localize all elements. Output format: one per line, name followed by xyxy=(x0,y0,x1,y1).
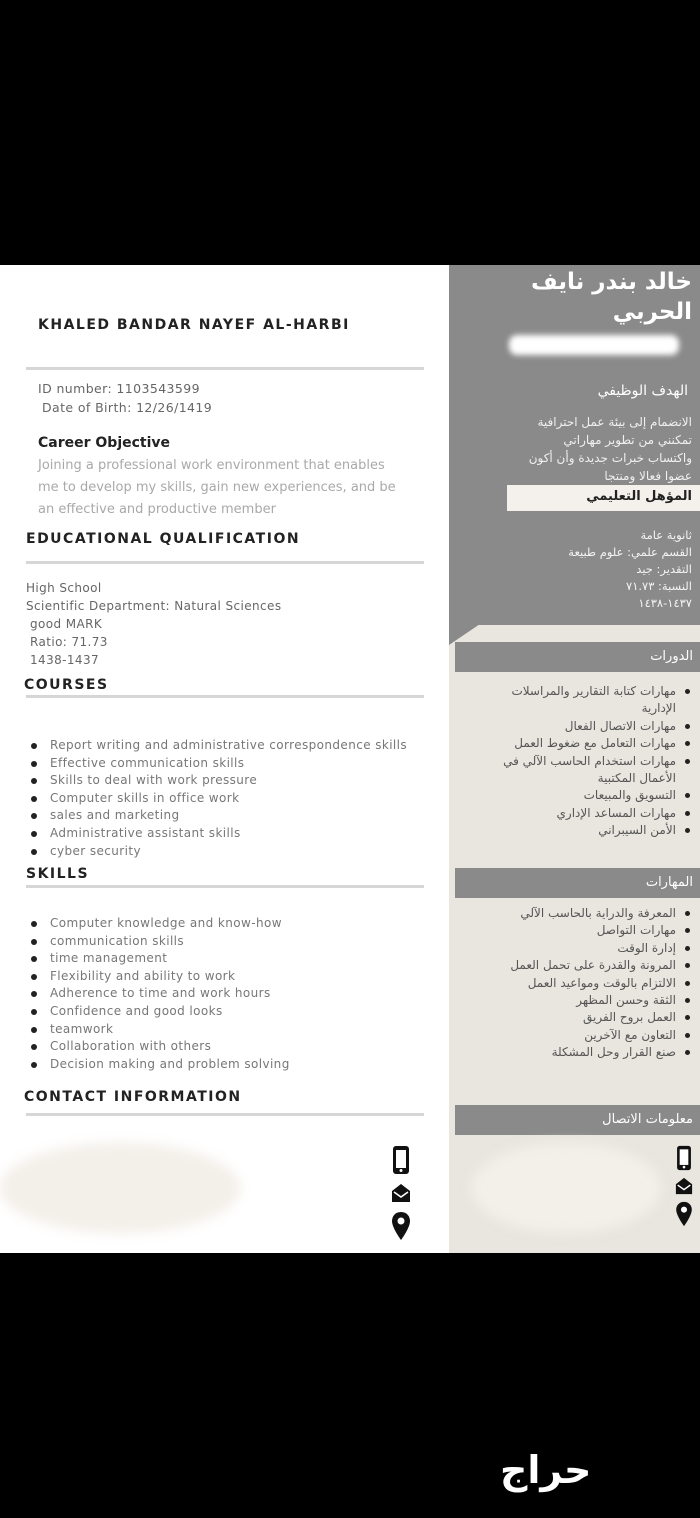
list-item: communication skills xyxy=(26,933,290,951)
redacted-id xyxy=(509,335,679,355)
mail-icon xyxy=(391,1183,411,1203)
skills-heading-ar: المهارات xyxy=(645,875,693,890)
education-line: good MARK xyxy=(30,617,103,631)
list-item: المرونة والقدرة على تحمل العمل xyxy=(477,957,692,974)
resume-document xyxy=(0,265,700,1253)
list-item: الالتزام بالوقت ومواعيد العمل xyxy=(477,975,692,992)
divider xyxy=(26,367,424,370)
education-line: 1438-1437 xyxy=(30,653,100,667)
education-details xyxy=(26,579,281,669)
objective-line: me to develop my skills, gain new experiences, and be xyxy=(38,480,396,495)
name-arabic: خالد بندر نايف الحربي xyxy=(531,269,692,325)
courses-list xyxy=(26,737,407,860)
list-item: إدارة الوقت xyxy=(477,940,692,957)
education-heading: EDUCATIONAL QUALIFICATION xyxy=(26,531,301,547)
list-item: teamwork xyxy=(26,1021,290,1039)
list-item: العمل بروح الفريق xyxy=(477,1009,692,1026)
education-details-ar xyxy=(472,527,692,612)
list-item: التسويق والمبيعات xyxy=(477,787,692,804)
list-item: مهارات كتابة التقارير والمراسلات الإدارية xyxy=(477,683,692,718)
objective-line-ar: الانضمام إلى بيئة عمل احترافية xyxy=(537,415,692,429)
list-item: Administrative assistant skills xyxy=(26,825,407,843)
list-item: مهارات الاتصال الفعال xyxy=(477,718,692,735)
objective-line-ar: تمكنني من تطوير مهاراتي xyxy=(563,433,692,447)
list-item: sales and marketing xyxy=(26,807,407,825)
objective-line-ar: عضوا فعالا ومنتجا xyxy=(604,469,692,483)
divider xyxy=(26,695,424,698)
list-item: Report writing and administrative correspondence skills xyxy=(26,737,407,755)
contact-band-ar xyxy=(455,1105,700,1135)
list-item: Skills to deal with work pressure xyxy=(26,772,407,790)
list-item: Confidence and good looks xyxy=(26,1003,290,1021)
list-item: Decision making and problem solving xyxy=(26,1056,290,1074)
education-line-ar: النسبة: ٧١.٧٣ xyxy=(626,579,692,593)
courses-band-ar xyxy=(455,642,700,672)
education-line-ar: ثانوية عامة xyxy=(640,528,692,542)
skills-list xyxy=(26,915,290,1073)
list-item: المعرفة والدراية بالحاسب الآلي xyxy=(477,905,692,922)
courses-list-ar xyxy=(477,683,692,840)
list-item: cyber security xyxy=(26,843,407,861)
divider xyxy=(26,561,424,564)
education-line-ar: ١٤٣٧-١٤٣٨ xyxy=(638,596,692,610)
name-english: KHALED BANDAR NAYEF AL-HARBI xyxy=(38,317,350,333)
phone-icon xyxy=(675,1145,693,1171)
list-item: Adherence to time and work hours xyxy=(26,985,290,1003)
list-item: time management xyxy=(26,950,290,968)
location-icon xyxy=(391,1211,411,1241)
list-item: مهارات المساعد الإداري xyxy=(477,805,692,822)
education-heading-box-ar xyxy=(507,485,700,511)
list-item: Computer knowledge and know-how xyxy=(26,915,290,933)
list-item: الثقة وحسن المظهر xyxy=(477,992,692,1009)
skills-list-ar xyxy=(477,905,692,1062)
list-item: الأمن السيبراني xyxy=(477,822,692,839)
education-line-ar: التقدير: جيد xyxy=(636,562,692,576)
objective-line: Joining a professional work environment that enables xyxy=(38,458,385,473)
divider xyxy=(26,885,424,888)
objective-text-ar xyxy=(462,413,692,485)
watermark-logo: حراج xyxy=(500,1448,592,1492)
list-item: مهارات استخدام الحاسب الآلي في الأعمال المكتبية xyxy=(477,753,692,788)
redacted-contact-ar xyxy=(471,1143,661,1233)
redacted-contact xyxy=(0,1143,240,1233)
list-item: Computer skills in office work xyxy=(26,790,407,808)
education-line: Scientific Department: Natural Sciences xyxy=(26,599,282,613)
list-item: Collaboration with others xyxy=(26,1038,290,1056)
list-item: صنع القرار وحل المشكلة xyxy=(477,1044,692,1061)
english-column xyxy=(0,265,449,1253)
list-item: التعاون مع الآخرين xyxy=(477,1027,692,1044)
objective-text xyxy=(38,455,398,521)
education-line-ar: القسم علمي: علوم طبيعة xyxy=(568,545,692,559)
objective-line: an effective and productive member xyxy=(38,502,276,517)
objective-title: Career Objective xyxy=(38,435,171,451)
contact-heading: CONTACT INFORMATION xyxy=(24,1089,242,1105)
divider xyxy=(26,1113,424,1116)
contact-heading-ar: معلومات الاتصال xyxy=(602,1112,693,1127)
objective-line-ar: واكتساب خبرات جديدة وأن أكون xyxy=(528,451,692,465)
courses-heading: COURSES xyxy=(24,677,109,693)
skills-heading: SKILLS xyxy=(26,866,90,882)
skills-band-ar xyxy=(455,868,700,898)
objective-heading-ar: الهدف الوظيفي xyxy=(597,383,688,399)
date-of-birth: Date of Birth: 12/26/1419 xyxy=(42,400,213,415)
education-line: High School xyxy=(26,581,102,595)
education-heading-ar: المؤهل التعليمي xyxy=(586,489,692,504)
courses-heading-ar: الدورات xyxy=(650,649,693,664)
education-line: Ratio: 71.73 xyxy=(30,635,108,649)
list-item: Effective communication skills xyxy=(26,755,407,773)
phone-icon xyxy=(391,1145,411,1175)
list-item: Flexibility and ability to work xyxy=(26,968,290,986)
id-number: ID number: 1103543599 xyxy=(38,381,200,396)
location-icon xyxy=(675,1201,693,1227)
arabic-column xyxy=(449,265,700,1253)
mail-icon xyxy=(675,1177,693,1195)
list-item: مهارات التواصل xyxy=(477,922,692,939)
list-item: مهارات التعامل مع ضغوط العمل xyxy=(477,735,692,752)
